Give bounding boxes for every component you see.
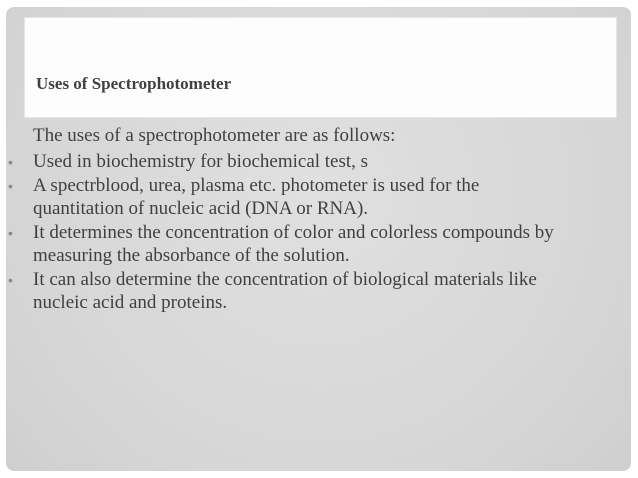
bullet-dot-icon: • [8, 272, 13, 288]
bullet-line: Used in biochemistry for biochemical test, s [33, 150, 369, 172]
bullet-dot-icon: • [8, 225, 13, 241]
list-item [6, 151, 626, 174]
bullet-line: A spectrblood, urea, plasma etc. photometer is used for the [33, 175, 480, 196]
bullet-line: nucleic acid and proteins. [33, 291, 228, 313]
bullet-line: It determines the concentration of color and colorless compounds by [33, 222, 554, 243]
bullet-list [6, 151, 626, 315]
bullet-dot-icon: • [8, 178, 13, 194]
bullet-dot-icon: • [8, 153, 13, 170]
intro-text: The uses of a spectrophotometer are as follows: [33, 125, 396, 146]
list-item [6, 222, 626, 267]
title-box [25, 18, 616, 117]
bullet-line: measuring the absorbance of the solution. [33, 244, 350, 266]
list-item [6, 269, 626, 314]
bullet-line: quantitation of nucleic acid (DNA or RNA). [33, 197, 369, 219]
slide [6, 7, 631, 471]
slide-title: Uses of Spectrophotometer [36, 74, 232, 93]
slide-body [6, 125, 626, 316]
bullet-line: It can also determine the concentration of biological materials like [33, 269, 537, 290]
list-item [6, 175, 626, 220]
